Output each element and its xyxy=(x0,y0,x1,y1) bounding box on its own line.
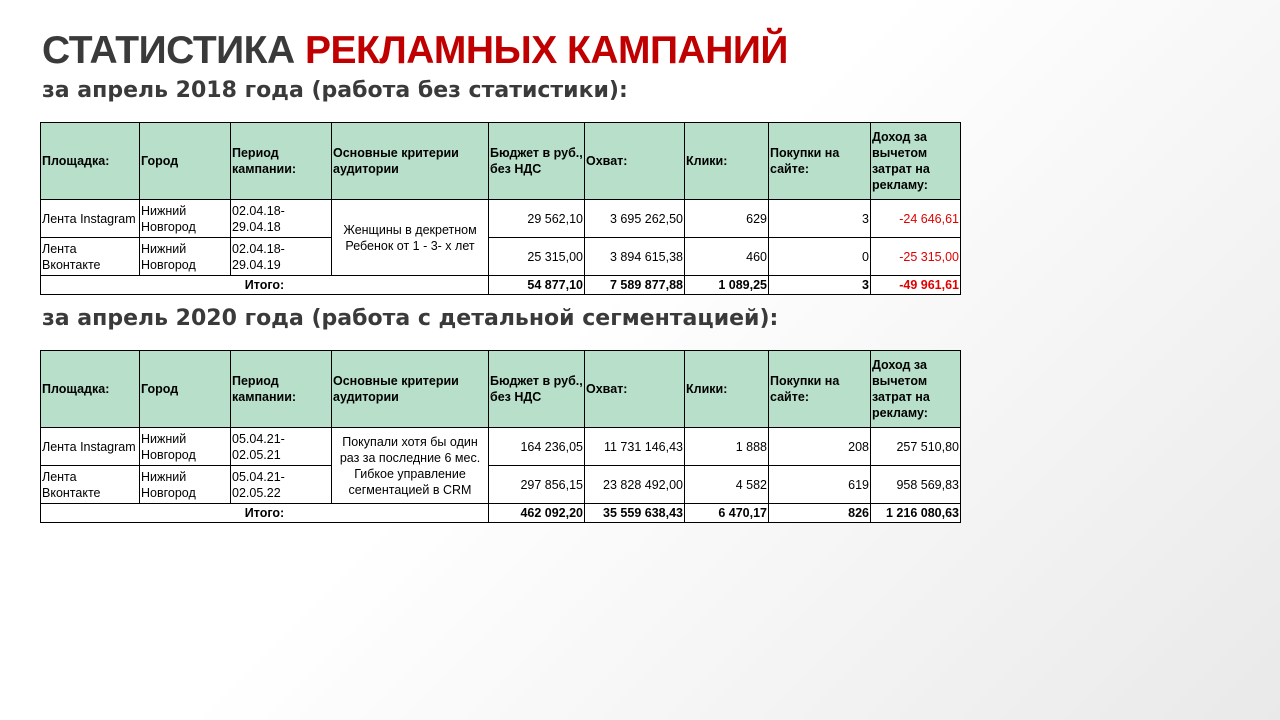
col-header-period: Период кампании: xyxy=(231,351,332,428)
title-part-dark: СТАТИСТИКА xyxy=(42,29,295,72)
cell-purchases: 3 xyxy=(769,200,871,238)
cell-criteria xyxy=(332,428,489,504)
cell-criteria xyxy=(332,200,489,276)
cell-purchases: 208 xyxy=(769,428,871,466)
col-header-clicks: Клики: xyxy=(685,351,769,428)
table-row xyxy=(41,428,961,466)
cell-platform: Лента Вконтакте xyxy=(41,466,140,504)
cell-city: Нижний Новгород xyxy=(140,238,231,276)
title-part-red: РЕКЛАМНЫХ КАМПАНИЙ xyxy=(305,29,788,72)
col-header-city: Город xyxy=(140,123,231,200)
criteria-line: Женщины в декретном xyxy=(343,222,477,237)
table1-subtitle: за апрель 2018 года (работа без статистики): xyxy=(42,78,628,103)
col-header-platform: Площадка: xyxy=(41,123,140,200)
total-clicks: 6 470,17 xyxy=(685,504,769,523)
total-label: Итого: xyxy=(41,276,489,295)
cell-period: 05.04.21-02.05.21 xyxy=(231,428,332,466)
total-budget: 462 092,20 xyxy=(489,504,585,523)
cell-platform: Лента Instagram xyxy=(41,200,140,238)
total-row xyxy=(41,504,961,523)
col-header-period: Период кампании: xyxy=(231,123,332,200)
col-header-purchases: Покупки на сайте: xyxy=(769,123,871,200)
cell-income: -25 315,00 xyxy=(871,238,961,276)
table-row xyxy=(41,466,961,504)
col-header-criteria: Основные критерии аудитории xyxy=(332,123,489,200)
col-header-purchases: Покупки на сайте: xyxy=(769,351,871,428)
cell-period: 05.04.21-02.05.22 xyxy=(231,466,332,504)
criteria-line: сегментацией в CRM xyxy=(348,482,472,497)
total-income: 1 216 080,63 xyxy=(871,504,961,523)
cell-clicks: 460 xyxy=(685,238,769,276)
col-header-reach: Охват: xyxy=(585,123,685,200)
cell-income: -24 646,61 xyxy=(871,200,961,238)
cell-period: 02.04.18-29.04.19 xyxy=(231,238,332,276)
cell-city: Нижний Новгород xyxy=(140,428,231,466)
cell-budget: 164 236,05 xyxy=(489,428,585,466)
cell-clicks: 4 582 xyxy=(685,466,769,504)
cell-clicks: 1 888 xyxy=(685,428,769,466)
criteria-line: Покупали хотя бы один xyxy=(342,434,478,449)
total-income: -49 961,61 xyxy=(871,276,961,295)
col-header-clicks: Клики: xyxy=(685,123,769,200)
col-header-platform: Площадка: xyxy=(41,351,140,428)
stats-table-2020 xyxy=(40,350,961,523)
cell-budget: 29 562,10 xyxy=(489,200,585,238)
table-header-row xyxy=(41,123,961,200)
criteria-line: раз за последние 6 мес. xyxy=(339,450,481,465)
criteria-line: Ребенок от 1 - 3- х лет xyxy=(345,238,475,253)
cell-period: 02.04.18-29.04.18 xyxy=(231,200,332,238)
col-header-city: Город xyxy=(140,351,231,428)
cell-purchases: 619 xyxy=(769,466,871,504)
cell-purchases: 0 xyxy=(769,238,871,276)
criteria-line: Гибкое управление xyxy=(354,466,466,481)
cell-income: 958 569,83 xyxy=(871,466,961,504)
cell-city: Нижний Новгород xyxy=(140,200,231,238)
total-purchases: 3 xyxy=(769,276,871,295)
stats-table-2018 xyxy=(40,122,961,295)
col-header-criteria: Основные критерии аудитории xyxy=(332,351,489,428)
cell-reach: 23 828 492,00 xyxy=(585,466,685,504)
col-header-budget: Бюджет в руб., без НДС xyxy=(489,123,585,200)
table2-subtitle: за апрель 2020 года (работа с детальной сегментацией): xyxy=(42,306,779,331)
cell-platform: Лента Instagram xyxy=(41,428,140,466)
cell-budget: 25 315,00 xyxy=(489,238,585,276)
total-budget: 54 877,10 xyxy=(489,276,585,295)
total-label: Итого: xyxy=(41,504,489,523)
page-title xyxy=(42,30,788,72)
total-reach: 35 559 638,43 xyxy=(585,504,685,523)
table-header-row xyxy=(41,351,961,428)
cell-reach: 3 894 615,38 xyxy=(585,238,685,276)
total-reach: 7 589 877,88 xyxy=(585,276,685,295)
cell-income: 257 510,80 xyxy=(871,428,961,466)
total-purchases: 826 xyxy=(769,504,871,523)
cell-clicks: 629 xyxy=(685,200,769,238)
cell-reach: 3 695 262,50 xyxy=(585,200,685,238)
col-header-income: Доход за вычетом затрат на рекламу: xyxy=(871,351,961,428)
cell-reach: 11 731 146,43 xyxy=(585,428,685,466)
total-clicks: 1 089,25 xyxy=(685,276,769,295)
cell-city: Нижний Новгород xyxy=(140,466,231,504)
table-row xyxy=(41,200,961,238)
col-header-income: Доход за вычетом затрат на рекламу: xyxy=(871,123,961,200)
col-header-reach: Охват: xyxy=(585,351,685,428)
cell-platform: Лента Вконтакте xyxy=(41,238,140,276)
table-row xyxy=(41,238,961,276)
total-row xyxy=(41,276,961,295)
cell-budget: 297 856,15 xyxy=(489,466,585,504)
col-header-budget: Бюджет в руб., без НДС xyxy=(489,351,585,428)
